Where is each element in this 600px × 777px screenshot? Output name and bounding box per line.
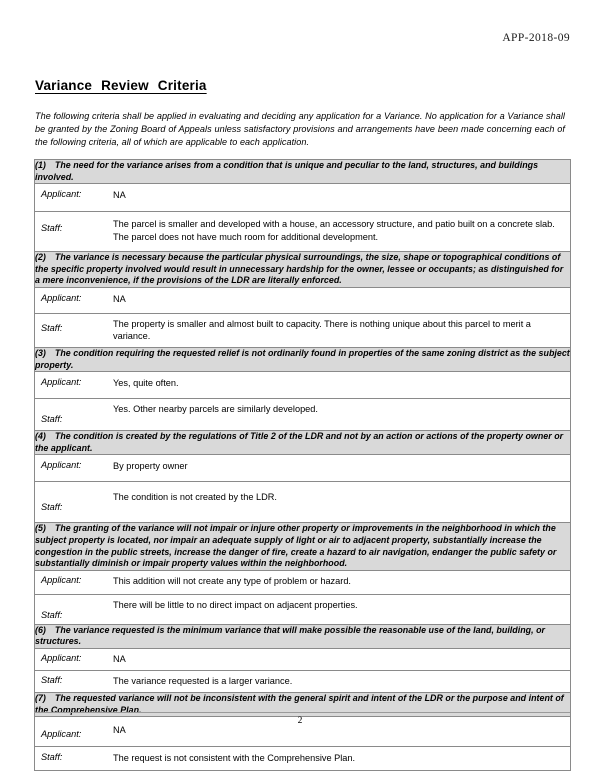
criterion-7-staff-response: The request is not consistent with the Comprehensive Plan. (113, 753, 356, 764)
criterion-2-applicant-response: NA (113, 293, 126, 304)
criterion-2-applicant-row (35, 287, 571, 313)
criterion-1-staff-row (35, 212, 571, 252)
table-row (35, 747, 571, 771)
criterion-header-row (35, 252, 571, 288)
criterion-header-row (35, 160, 571, 184)
applicant-label: Applicant: (41, 574, 82, 585)
criterion-2-text: The variance is necessary because the particular physical surroundings, the size, shape or topographical conditions of the specific property involved would result in unnecessary hardship for the owner, lessee or occupants; as distinguished for a mere inconvenience, if the provisions of the LDR are literally enforced. (35, 252, 564, 286)
intro-paragraph: The following criteria shall be applied in evaluating and deciding any application for a Variance. No application for a Variance shall be granted by the Zoning Board of Appeals unless satisfactory provisions and arrangements have been made concerning each of the following criteria, all of which are applicable to each application. (35, 111, 565, 148)
table-row (35, 399, 571, 431)
table-row (35, 455, 571, 482)
criterion-4-header (35, 431, 571, 455)
criterion-1-applicant-row (35, 184, 571, 212)
applicant-label: Applicant: (41, 729, 82, 740)
criterion-header-row (35, 431, 571, 455)
variance-criteria-table (34, 159, 571, 771)
criterion-3-text: The condition requiring the requested relief is not ordinarily found in properties of the same zoning district as the subject property. (35, 347, 570, 370)
criterion-1-text: The need for the variance arises from a condition that is unique and peculiar to the land, structures, and buildings involved. (35, 160, 539, 182)
table-row (35, 184, 571, 212)
criterion-2-staff-row (35, 313, 571, 347)
criterion-6-staff-row (35, 670, 571, 692)
applicant-label: Applicant: (41, 377, 82, 388)
applicant-label: Applicant: (41, 292, 82, 303)
criterion-4-staff-response: The condition is not created by the LDR. (113, 492, 277, 503)
criterion-2-staff-response: The property is smaller and almost built to capacity. There is nothing unique about this parcel to merit a variance. (113, 318, 531, 342)
staff-label: Staff: (41, 414, 63, 425)
applicant-label: Applicant: (41, 460, 82, 471)
criterion-7-staff-row (35, 747, 571, 771)
criterion-3-staff-row (35, 399, 571, 431)
criterion-1-staff-response: The parcel is smaller and developed with a house, an accessory structure, and patio built on a concrete slab. The parcel does not have much room for additional development. (113, 219, 555, 242)
table-row (35, 313, 571, 347)
table-row (35, 212, 571, 252)
criterion-4-applicant-response: By property owner (113, 461, 188, 472)
criterion-7-number: (7) (35, 692, 46, 703)
criterion-3-applicant-row (35, 372, 571, 399)
staff-label: Staff: (41, 674, 63, 685)
table-row (35, 372, 571, 399)
criterion-5-header (35, 523, 571, 570)
criterion-2-number: (2) (35, 252, 46, 263)
document-id-header: APP-2018-09 (502, 32, 570, 44)
criterion-6-header (35, 624, 571, 648)
criterion-5-staff-response: There will be little to no direct impact on adjacent properties. (113, 599, 358, 610)
criterion-header-row (35, 624, 571, 648)
criterion-4-staff-row (35, 482, 571, 523)
page-number: 2 (297, 716, 303, 726)
criterion-3-header (35, 347, 571, 371)
criterion-4-number: (4) (35, 431, 46, 442)
criterion-5-applicant-response: This addition will not create any type of problem or hazard. (113, 575, 351, 586)
staff-label: Staff: (41, 752, 63, 763)
table-row (35, 570, 571, 594)
criterion-6-number: (6) (35, 624, 46, 635)
criterion-header-row (35, 523, 571, 570)
table-row (35, 482, 571, 523)
criterion-7-applicant-response: NA (113, 725, 126, 736)
page-title: Variance Review Criteria (35, 78, 207, 93)
staff-label: Staff: (41, 223, 63, 234)
criterion-6-staff-response: The variance requested is a larger variance. (113, 675, 293, 686)
criterion-4-text: The condition is created by the regulations of Title 2 of the LDR and not by an action or actions of the property owner or the applicant. (35, 431, 564, 453)
criterion-4-applicant-row (35, 455, 571, 482)
criterion-1-applicant-response: NA (113, 190, 126, 201)
criterion-7-text: The requested variance will not be inconsistent with the general spirit and intent of the LDR or the purpose and intent of the Comprehensive Plan. (35, 692, 564, 715)
table-row (35, 287, 571, 313)
table-row (35, 670, 571, 692)
table-row (35, 648, 571, 670)
criterion-6-applicant-response: NA (113, 653, 126, 664)
applicant-label: Applicant: (41, 189, 82, 200)
criterion-5-text: The granting of the variance will not impair or injure other property or improvements in the neighborhood in which the subject property is located, nor impair an adequate supply of light or air to adjacent property, substantially increase the congestion in the public streets, increase the danger of fire, create a hazard to air navigation, endanger the public safety or substantially diminish or impair property values within the neighborhood. (35, 523, 557, 569)
criterion-5-applicant-row (35, 570, 571, 594)
criterion-3-applicant-response: Yes, quite often. (113, 378, 179, 389)
staff-label: Staff: (41, 502, 63, 513)
criterion-5-staff-row (35, 594, 571, 624)
table-row (35, 594, 571, 624)
criterion-1-header (35, 160, 571, 184)
criterion-6-text: The variance requested is the minimum variance that will make possible the reasonable use of the land, building, or structures. (35, 624, 545, 647)
criterion-2-header (35, 252, 571, 288)
criterion-3-staff-response: Yes. Other nearby parcels are similarly developed. (113, 404, 318, 415)
staff-label: Staff: (41, 322, 63, 333)
applicant-label: Applicant: (41, 652, 82, 663)
staff-label: Staff: (41, 609, 63, 620)
criterion-header-row (35, 347, 571, 371)
criterion-6-applicant-row (35, 648, 571, 670)
criterion-1-number: (1) (35, 160, 46, 170)
footer-divider (34, 712, 570, 713)
criterion-3-number: (3) (35, 347, 46, 358)
criterion-5-number: (5) (35, 523, 46, 534)
